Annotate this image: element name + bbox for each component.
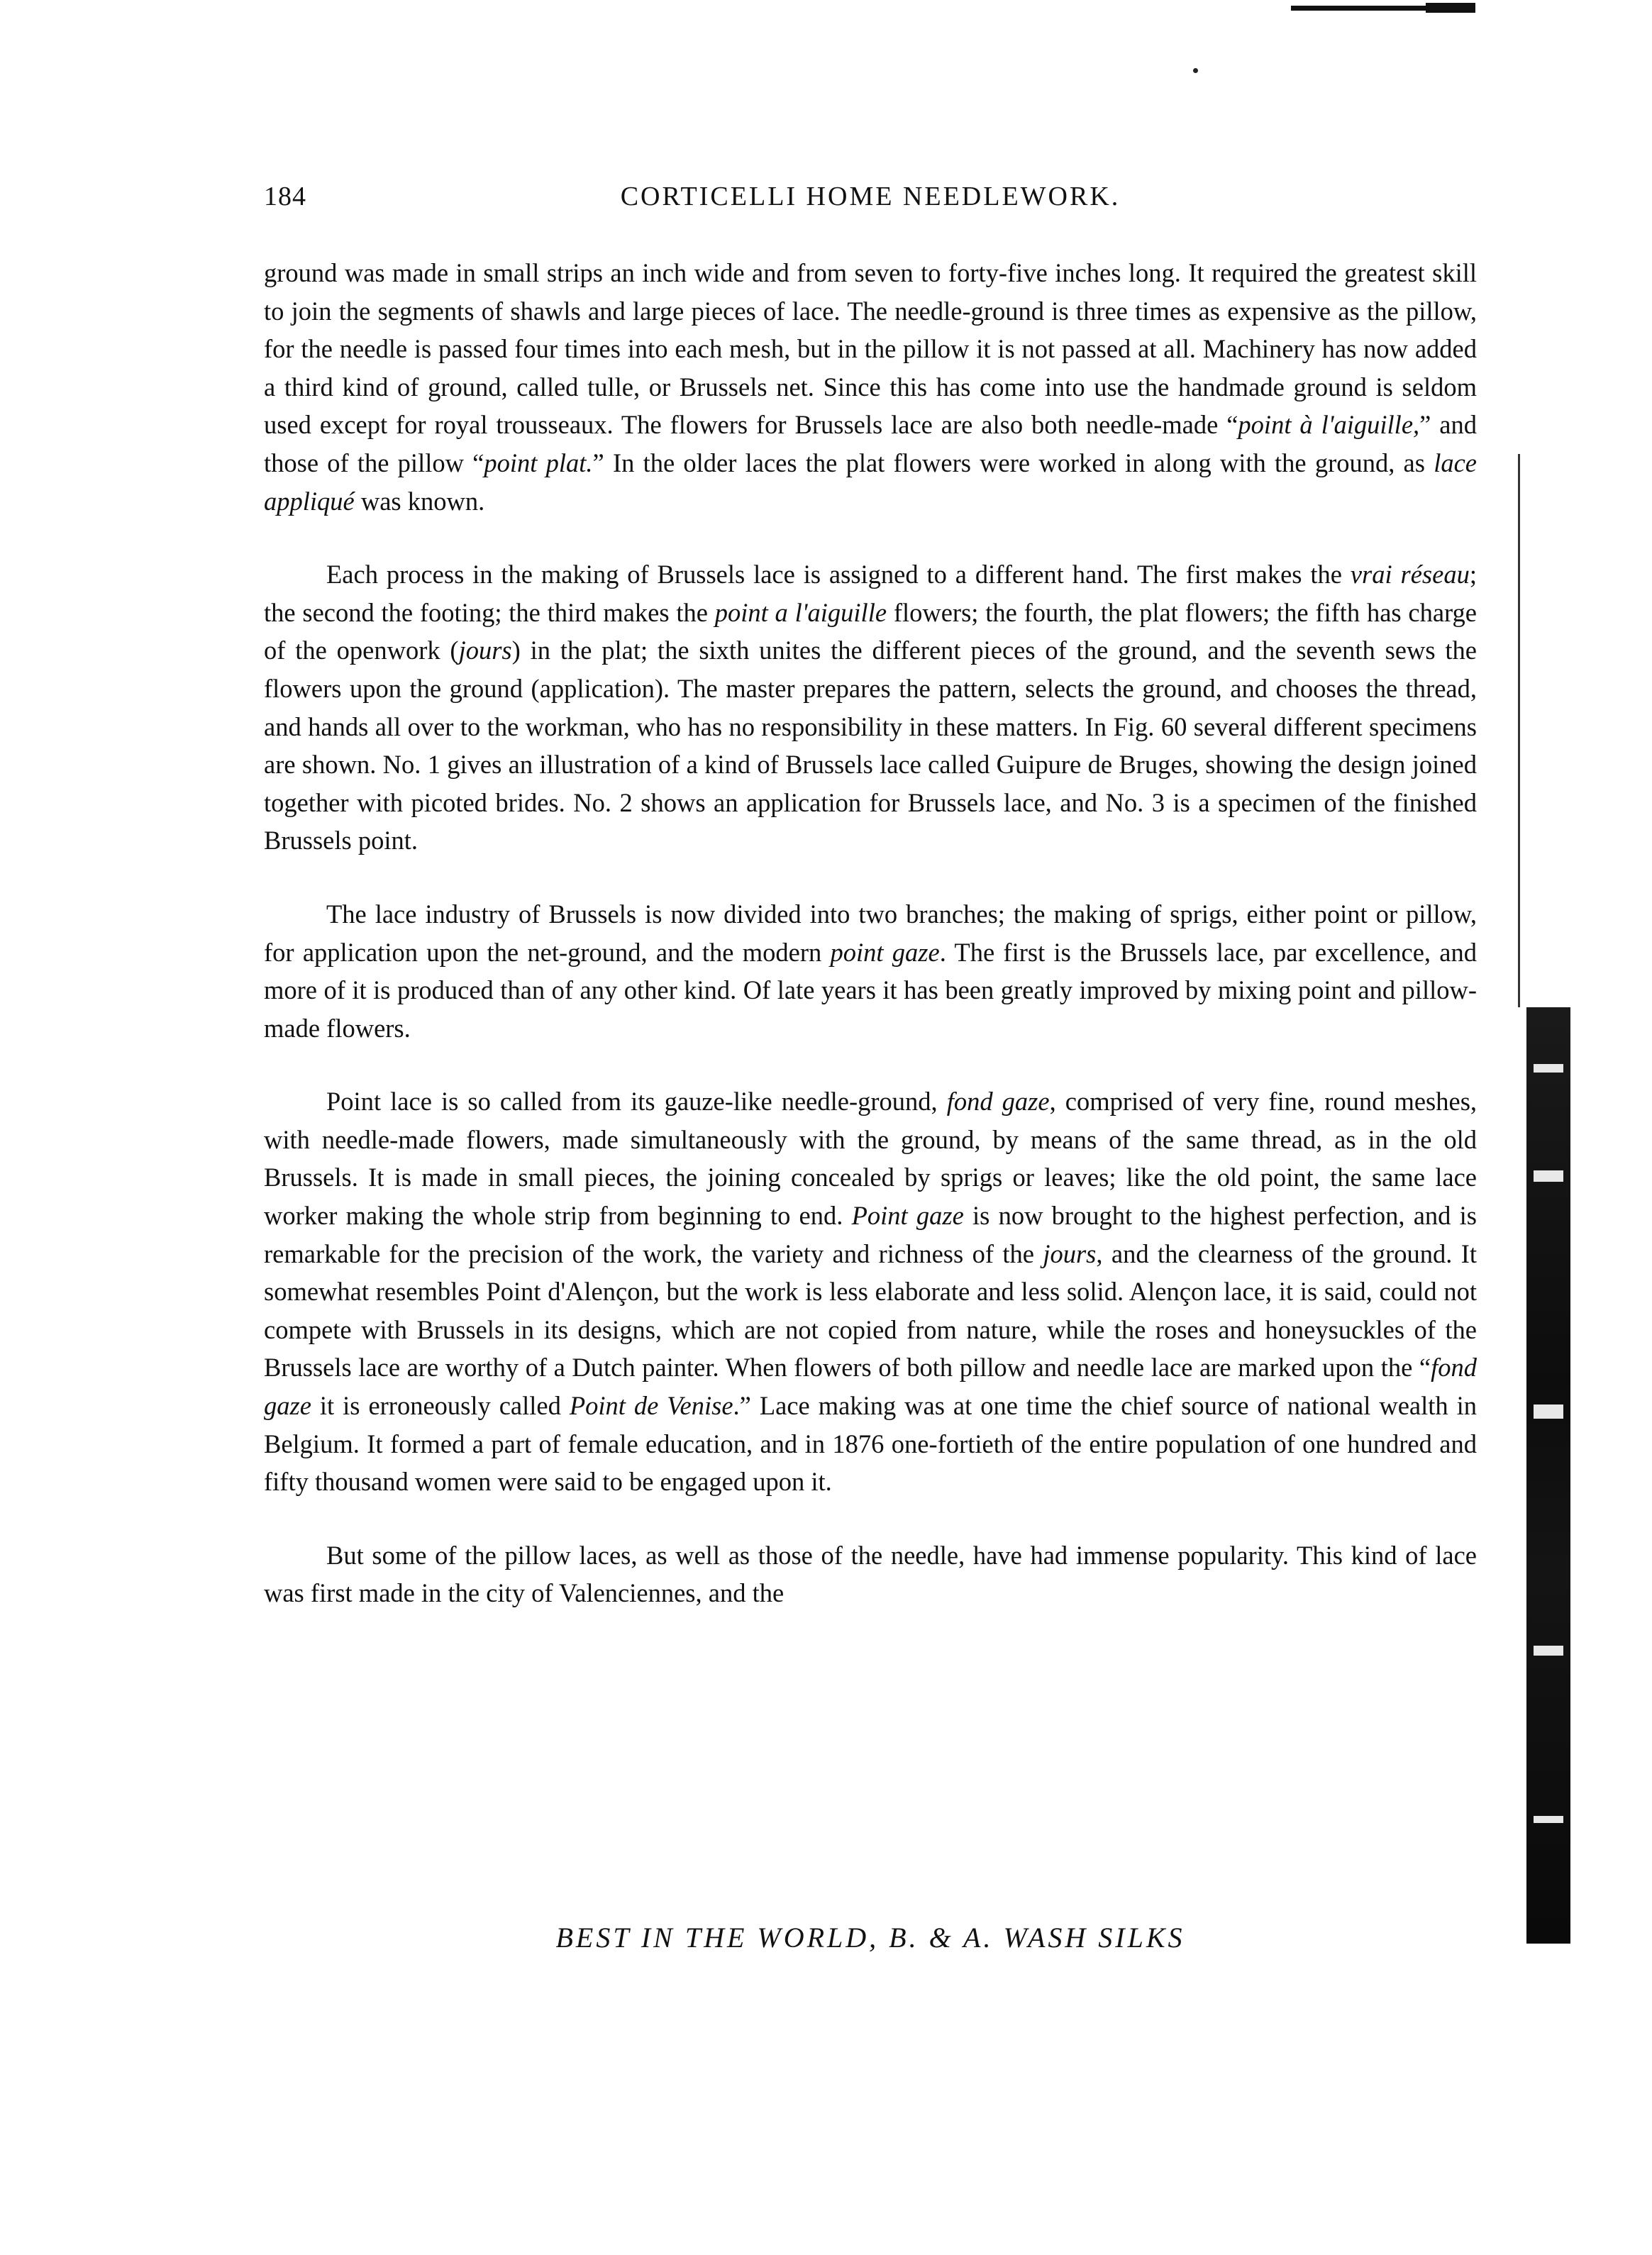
text-run: flowers; the fourth, the plat flowers; the fifth has charge of the openwork ( — [264, 597, 1477, 665]
book-title: CORTICELLI HOME NEEDLEWORK. — [620, 182, 1121, 211]
text-run: ground was made in small strips an inch wide and from seven to forty-five inches long. It required the greatest skill to join the segments of shawls and large pieces of lace. The needle-ground is three times as expensive as the pillow, for the needle is passed four times into each mesh, but in the pillow it is not passed at all. Machinery has now added a third kind of ground, called tulle, or Brussels net. Since this has come into use the handmade ground is seldom used except for royal trousseaux. The flowers for Brussels lace are also both needle-made “ — [264, 258, 1477, 440]
italic-run: jours — [1043, 1239, 1097, 1268]
italic-run: point plat. — [484, 448, 593, 477]
italic-run: point à l'aiguille, — [1238, 410, 1420, 440]
italic-run: Point de Venise — [569, 1391, 733, 1421]
paragraph-3 — [264, 895, 1477, 1047]
scan-speck — [1193, 68, 1198, 73]
italic-run: point a l'aiguille — [714, 597, 887, 627]
italic-run: fond gaze — [946, 1087, 1050, 1117]
binding-margin-strip — [1526, 1007, 1570, 1944]
page-edge-line — [1518, 454, 1520, 1007]
paragraph-5 — [264, 1536, 1477, 1612]
text-run: Point lace is so called from its gauze-like needle-ground, — [326, 1087, 947, 1117]
italic-run: fond gaze — [264, 1353, 1477, 1421]
text-run: it is erroneously called — [311, 1391, 570, 1421]
paragraph-4 — [264, 1082, 1477, 1501]
text-run: But some of the pillow laces, as well as those of the needle, have had immense popularity. This kind of lace was first made in the city of Valenciennes, and the — [264, 1540, 1477, 1608]
italic-run: point gaze — [830, 937, 940, 967]
text-run: ) in the plat; the sixth unites the different pieces of the ground, and the seventh sews the flowers upon the ground (application). The master prepares the pattern, selects the ground, and chooses the thread, and hands all over to the workman, who has no responsibility in these matters. In Fig. 60 several different specimens are shown. No. 1 gives an illustration of a kind of Brussels lace called Guipure de Bruges, showing the design joined together with picoted brides. No. 2 shows an application for Brussels lace, and No. 3 is a specimen of the finished Brussels point. — [264, 636, 1477, 855]
text-run: was known. — [354, 486, 485, 516]
italic-run: lace appliqué — [264, 448, 1477, 516]
text-run: .” Lace making was at one time the chief source of national wealth in Belgium. It formed a part of female education, and in 1876 one-fortieth of the entire population of one hundred and fifty thousand women were said to be engaged upon it. — [264, 1391, 1477, 1497]
italic-run: vrai réseau — [1350, 560, 1470, 589]
paragraph-2 — [264, 555, 1477, 860]
text-run: ” and those of the pillow “ — [264, 410, 1477, 477]
text-run: ” In the older laces the plat flowers were worked in along with the ground, as — [592, 448, 1434, 477]
text-run: The lace industry of Brussels is now divided into two branches; the making of sprigs, either point or pillow, for application upon the net-ground, and the modern — [264, 899, 1477, 967]
text-run: , comprised of very fine, round meshes, with needle-made flowers, made simultaneously with the ground, by means of the same thread, as in the old Brussels. It is made in small pieces, the joining concealed by sprigs or leaves; like the old point, the same lace worker making the whole strip from beginning to end. — [264, 1087, 1478, 1231]
top-edge-rule — [1291, 6, 1475, 11]
text-run: Each process in the making of Brussels lace is assigned to a different hand. The first makes the — [326, 560, 1351, 589]
paragraph-1 — [264, 254, 1477, 520]
footer-advertisement: BEST IN THE WORLD, B. & A. WASH SILKS — [555, 1922, 1185, 1954]
italic-run: Point gaze — [851, 1201, 964, 1231]
text-run: ; the second the footing; the third makes the — [264, 560, 1477, 627]
italic-run: jours — [458, 636, 512, 665]
text-run: , and the clearness of the ground. It somewhat resembles Point d'Alençon, but the work is less elaborate and less solid. Alençon lace, it is said, could not compete with Brussels in its designs, which are not copied from nature, while the roses and honeysuckles of the Brussels lace are worthy of a Dutch painter. When flowers of both pillow and needle lace are marked upon the “ — [264, 1239, 1478, 1383]
body-text — [264, 254, 1477, 1648]
page-number: 184 — [264, 182, 306, 211]
text-run: . The first is the Brussels lace, par excellence, and more of it is produced than of any other kind. Of late years it has been greatly improved by mixing point and pillow-made flowers. — [264, 937, 1477, 1043]
running-head — [264, 181, 1477, 223]
text-run: is now brought to the highest perfection, and is remarkable for the precision of the work, the variety and richness of the — [264, 1201, 1477, 1268]
